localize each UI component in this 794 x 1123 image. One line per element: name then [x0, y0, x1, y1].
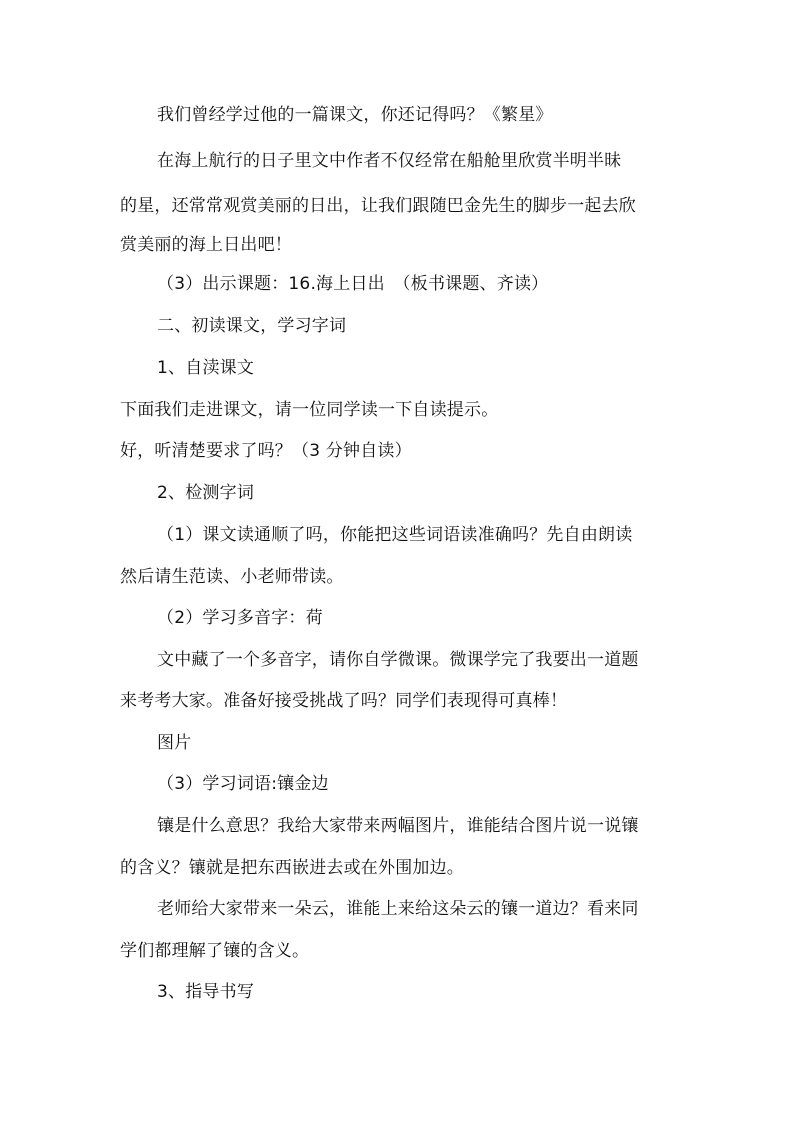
text-line: 的含义？镶就是把东西嵌进去或在外围加边。: [120, 858, 464, 878]
text-line: （1）课文读通顺了吗，你能把这些词语读准确吗？先自由朗读: [157, 525, 633, 545]
text-line: 文中藏了一个多音字，请你自学微课。微课学完了我要出一道题: [157, 650, 639, 670]
text-line: 的星，还常常观赏美丽的日出，让我们跟随巴金先生的脚步一起去欣: [120, 196, 636, 216]
text-line: 然后请生范读、小老师带读。: [120, 567, 344, 587]
text-line: （3）学习词语:镶金边: [157, 774, 329, 794]
text-line: 镶是什么意思？我给大家带来两幅图片，谁能结合图片说一说镶: [157, 816, 639, 836]
section-heading: 二、初读课文，学习字词: [157, 316, 347, 336]
text-line: 老师给大家带来一朵云，谁能上来给这朵云的镶一道边？看来同: [157, 899, 639, 919]
text-line: 在海上航行的日子里文中作者不仅经常在船舱里欣赏半明半昧: [157, 151, 622, 171]
text-line: （2）学习多音字：荷: [157, 608, 323, 628]
text-line: 来考考大家。准备好接受挑战了吗？同学们表现得可真棒！: [120, 691, 568, 711]
text-line: 好，听清楚要求了吗？（3 分钟自读）: [120, 441, 412, 461]
step-heading: 1、自渎课文: [157, 358, 255, 378]
step-heading: 3、指导书写: [157, 982, 255, 1002]
text-line: 下面我们走进课文，请一位同学读一下自读提示。: [120, 400, 499, 420]
text-line: 赏美丽的海上日出吧！: [120, 235, 292, 255]
text-line: 学们都理解了镶的含义。: [120, 941, 310, 961]
image-placeholder-label: 图片: [157, 733, 192, 753]
text-line: （3）出示课题：16.海上日出 （板书课题、齐读）: [157, 274, 549, 294]
step-heading: 2、检测字词: [157, 483, 255, 503]
text-line: 我们曾经学过他的一篇课文，你还记得吗？《繁星》: [157, 105, 553, 125]
